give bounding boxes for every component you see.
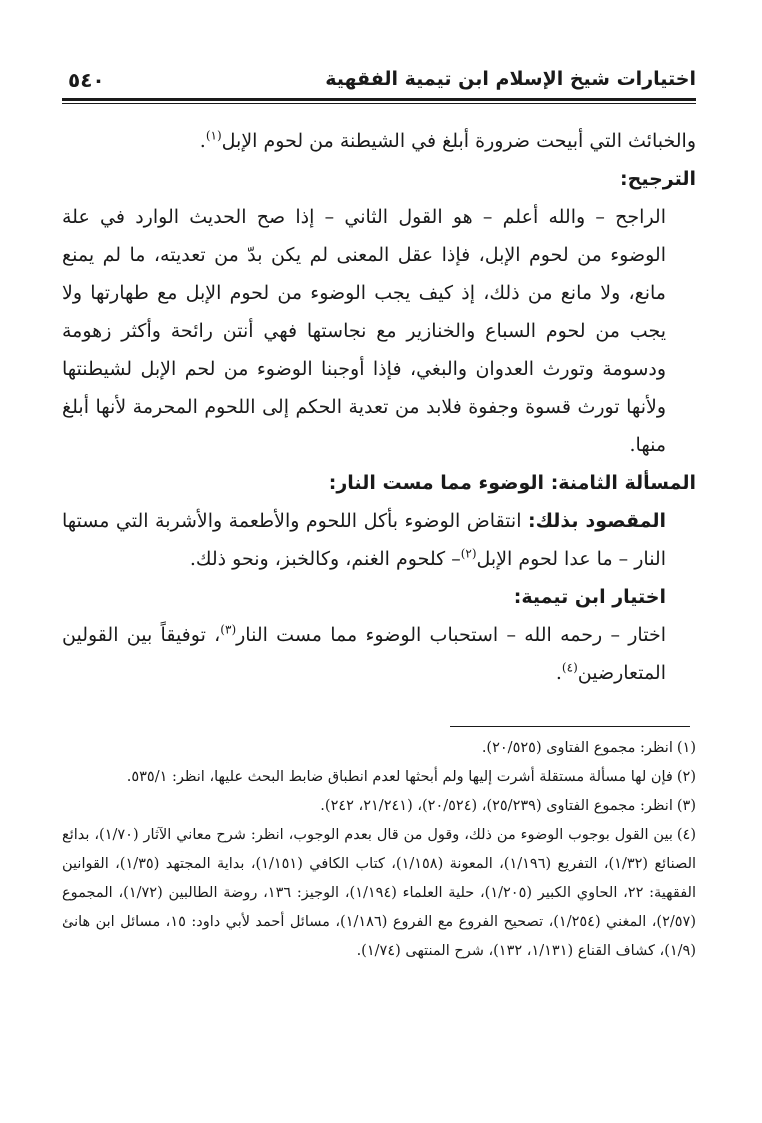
footnote-ref-2: (٢) xyxy=(460,546,477,561)
paragraph-rajih: الراجح – والله أعلم – هو القول الثاني – إذا صح الحديث الوارد في علة الوضوء من لحوم الإبل، فإذا عقل المعنى لم يكن بدّ من تعديته، ما لم يمنع مانع، ولا مانع من ذلك، إذ كيف يجب الوضوء من لحوم الإبل مع طهارتها ولا يجب من لحوم السباع والخنازير مع نجاستها فهي أنتن رائحة وأكثر زهومة ودسومة وتورث العدوان والبغي، فإذا أوجبنا الوضوء من لحم الإبل لشيطنتها ولأنها تورث قسوة وجفوة فلابد من تعدية الحكم إلى اللحوم المحرمة لأنها أبلغ منها. xyxy=(62,206,666,456)
footnote-separator xyxy=(450,726,690,727)
footnote-1: (١)انظر: مجموع الفتاوى (٢٠/٥٢٥). xyxy=(481,740,696,756)
footnote-ref-3: (٣) xyxy=(220,622,237,637)
heading-masala-8: المسألة الثامنة: الوضوء مما مست النار: xyxy=(328,472,696,494)
footnotes xyxy=(62,734,696,966)
paragraph-khabaith: والخبائث التي أبيحت ضرورة أبلغ في الشيطنة من لحوم الإبل$^{(١)}$. xyxy=(199,128,696,152)
footnote-2: (٢)فإن لها مسألة مستقلة أشرت إليها ولم أبحثها لعدم انطباق ضابط البحث عليها، انظر: ٥٣٥/١. xyxy=(126,769,696,785)
footnote-3: (٣)انظر: مجموع الفتاوى (٢٥/٢٣٩)، (٢٠/٥٢٤)، (٢١/٢٤١، ٢٤٢). xyxy=(320,798,696,814)
heading-tarjih: الترجيح: xyxy=(620,168,696,190)
lead-maqsud: المقصود بذلك: xyxy=(527,510,667,532)
footnote-4: (٤)بين القول بوجوب الوضوء من ذلك، وقول من قال بعدم الوجوب، انظر: شرح معاني الآثار (١/٧٠)، بدائع الصنائع (١/٣٢)، التفريع (١/١٩٦)، المعونة (١/١٥٨)، كتاب الكافي (١/١٥١)، بداية المجتهد (١/٣٥)، القوانين الفقهية: ٢٢، الحاوي الكبير (١/٢٠٥)، حلية العلماء (١/١٩٤)، الوجيز: ١٣٦، روضة الطالبين (١/٧٢)، المجموع (٢/٥٧)، المغني (١/٢٥٤)، تصحيح الفروع مع الفروع (١/١٨٦)، مسائل أحمد لأبي داود: ١٥، مسائل ابن هانئ (١/٩)، كشاف القناع (١/١٣١، ١٣٢)، شرح المنتهى (١/٧٤). xyxy=(62,827,697,959)
page-number: ٥٤٠ xyxy=(68,68,105,92)
main-text xyxy=(62,122,696,692)
paragraph-maqsud: المقصود بذلك: انتقاض الوضوء بأكل اللحوم والأطعمة والأشربة التي مستها النار – ما عدا لحوم الإبل$^{(٢)}$– كلحوم الغنم، وكالخبز، ونحو ذلك. xyxy=(62,510,667,570)
footnote-ref-1: (١) xyxy=(205,128,222,143)
footnote-ref-4: (٤) xyxy=(561,660,578,675)
header-rule xyxy=(62,98,696,101)
heading-ikhtiyar: اختيار ابن تيمية: xyxy=(513,586,666,608)
header-rule-thin xyxy=(62,103,696,104)
paragraph-ikhtar: اختار – رحمه الله – استحباب الوضوء مما مست النار$^{(٣)}$، توفيقاً بين القولين المتعارضين$^{(٤)}$. xyxy=(62,622,666,684)
page-header xyxy=(62,58,696,102)
running-title: اختيارات شيخ الإسلام ابن تيمية الفقهية xyxy=(325,68,696,90)
